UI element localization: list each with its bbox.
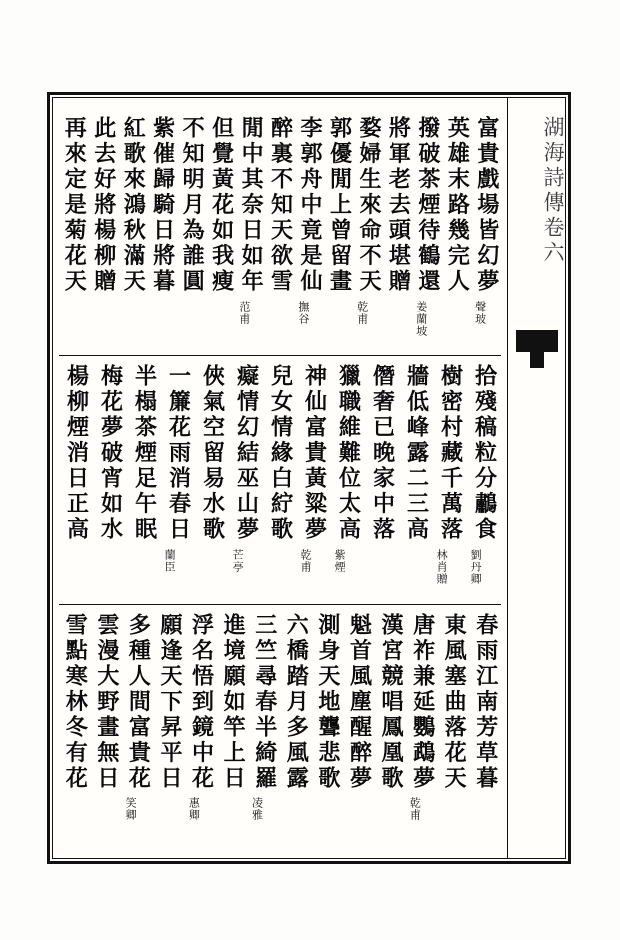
verse-line: 半榻茶煙足午眠 [131,364,158,543]
verse-column [263,364,297,603]
verse-line: 俠氣空留易水歌 [199,364,226,543]
verse-line: 婺婦生來命不天 [355,116,382,295]
fold-black-mark-small [530,352,544,368]
verse-attribution: 乾甫 [408,797,422,822]
verse-column [295,116,324,355]
verse-column [229,364,263,603]
verse-column [467,364,501,603]
book-title-vertical: 湖海詩傳卷六 [541,116,565,266]
verse-line: 英雄末路幾完人 [444,116,471,295]
verse-column [297,364,331,603]
verse-line: 獵職維難位太高 [335,364,362,543]
verse-column [365,364,399,603]
verse-attribution: 乾甫 [355,300,369,325]
verse-column [161,364,195,603]
verse-attribution: 林肖贈 [435,548,449,585]
verse-column [154,613,186,852]
verse-column [433,364,467,603]
verse-attribution: 姜蘭坡 [414,300,428,337]
verse-attribution: 撫谷 [296,300,310,325]
verse-column [177,116,206,355]
verse-column [236,116,265,355]
page-border-inner [52,97,566,859]
verse-line: 牆低峰露二三高 [403,364,430,543]
verse-column [406,613,438,852]
verse-line: 六橋踏月多風露 [283,612,310,792]
verse-line: 閒中其奈日如年 [238,116,265,295]
verse-attribution: 范甫 [237,300,251,325]
verse-attribution: 蘭臣 [163,548,177,573]
verse-column [442,116,471,355]
verse-line: 癡情幻結巫山夢 [233,364,260,543]
verse-column [265,116,294,355]
verse-attribution: 乾甫 [299,548,313,573]
verse-line: 不知明月為誰圓 [179,116,206,295]
verse-attribution: 劉丹卿 [469,548,483,585]
verse-line: 神仙富貴黃粱夢 [301,364,328,543]
verse-column [93,364,127,603]
verse-column [59,116,88,355]
verse-column [248,613,280,852]
verse-line: 醉裏不知天欲雪 [267,116,294,295]
verse-line: 漢宮競唱鳳凰歌 [378,612,405,792]
verse-line: 一簾花雨消春日 [165,364,192,543]
verse-line: 但覺黃花如我瘦 [208,116,235,295]
center-fold-column [507,98,565,858]
verse-line: 僭奢已晚家中落 [369,364,396,543]
band-bottom [59,604,501,852]
verse-attribution: 惠卿 [187,797,201,822]
verse-column [413,116,442,355]
verse-line: 將軍老去頭堪贈 [385,116,412,295]
verse-column [331,364,365,603]
verse-column [185,613,217,852]
verse-line: 浮名悟到鏡中花 [188,612,215,792]
verse-column [280,613,312,852]
verse-line: 雪點寒林冬有花 [62,612,89,792]
verse-line: 魁首風塵醒醉夢 [346,612,373,792]
verse-column [59,613,91,852]
verse-line: 兒女情緣白紵歌 [267,364,294,543]
band-middle [59,355,501,603]
verse-line: 紅歌來鴻秋滿天 [120,116,147,295]
verse-column [399,364,433,603]
verse-attribution: 芒亭 [231,548,245,573]
verse-column [472,116,501,355]
verse-attribution: 聲玻 [473,300,487,325]
verse-line: 拾殘稿粒分鷫食 [471,364,498,543]
verse-column [375,613,407,852]
verse-column [195,364,229,603]
verse-line: 春雨江南芳草暮 [472,612,499,792]
verse-attribution: 笑卿 [124,797,138,822]
fold-black-mark [516,330,558,352]
verse-line: 雲漫大野畫無日 [93,612,120,792]
verse-line: 願逢天下昇平日 [156,612,183,792]
verse-column [90,613,122,852]
verse-line: 東風塞曲落花天 [441,612,468,792]
verse-line: 測身天地聾悲歌 [314,612,341,792]
verse-line: 唐祚兼延鸚鵡夢 [409,612,436,792]
verse-line: 進境願如竿上日 [220,612,247,792]
verse-line: 紫催歸騎日將暮 [149,116,176,295]
verse-line: 多種人間富貴花 [125,612,152,792]
verse-line: 李郭舟中竟是仙 [297,116,323,295]
verse-column [147,116,176,355]
verse-column [127,364,161,603]
verse-line: 梅花夢破宵如水 [97,364,124,543]
verse-line: 楊柳煙消日正高 [63,364,90,543]
text-body [53,98,507,858]
verse-line: 再來定是菊花天 [61,116,88,295]
verse-column [118,116,147,355]
verse-column [312,613,344,852]
verse-line: 郭優閒上曾留畫 [326,116,353,295]
verse-line: 撥破茶煙待鶴還 [414,116,441,295]
verse-attribution: 凌雅 [250,797,264,822]
verse-column [469,613,501,852]
verse-line: 三竺尋春半綺羅 [251,612,278,792]
verse-line: 樹密村藏千萬落 [437,364,464,543]
verse-column [324,116,353,355]
verse-column [59,364,93,603]
verse-line: 富貴戲場皆幻夢 [473,116,500,295]
verse-column [383,116,412,355]
band-top [59,108,501,355]
verse-column [438,613,470,852]
verse-column [217,613,249,852]
verse-column [122,613,154,852]
verse-column [354,116,383,355]
verse-column [88,116,117,355]
verse-column [343,613,375,852]
verse-attribution: 紫煙 [333,548,347,573]
verse-column [206,116,235,355]
verse-line: 此去好將楊柳贈 [90,116,117,295]
